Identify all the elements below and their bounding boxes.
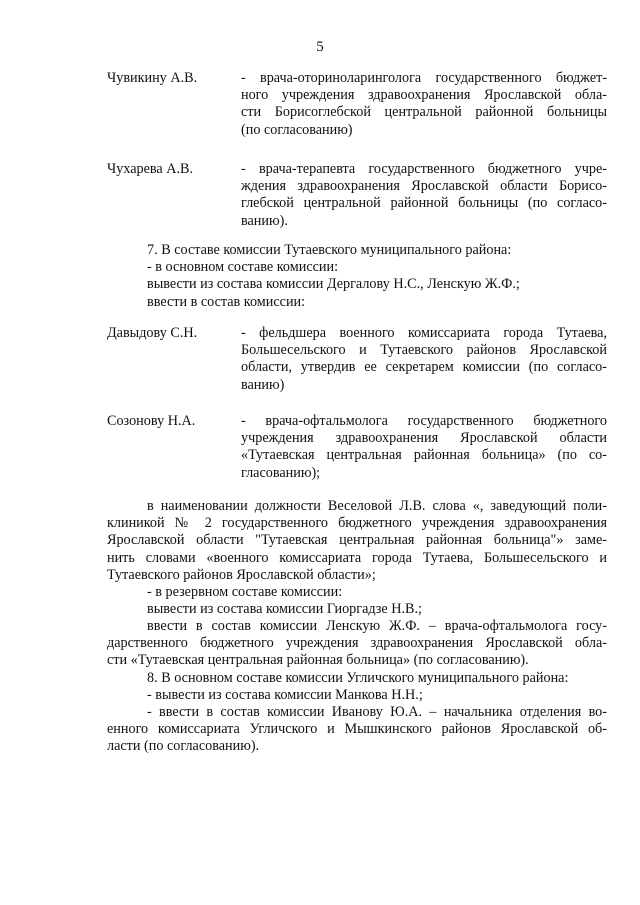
text-line: дарственного бюджетного учреждения здравоохранения Ярославской обла- — [107, 635, 607, 652]
text-line: 7. В составе комиссии Тутаевского муниципального района: — [147, 242, 512, 258]
section-8 — [107, 670, 607, 704]
description-line: гласованию); — [241, 464, 321, 481]
description-line: области, утвердив ее секретарем комиссии (по согласо- — [241, 359, 607, 376]
text-line: - в основном составе комиссии: — [147, 259, 339, 276]
member-description — [241, 325, 607, 394]
description-line: ного учреждения здравоохранения Ярославской обла- — [241, 87, 607, 104]
description-line: - врача-терапевта государственного бюджетного учре- — [241, 161, 607, 177]
text-line: вывести из состава комиссии Гиоргадзе Н.В.; — [147, 601, 422, 618]
description-line: учреждения здравоохранения Ярославской области — [241, 430, 607, 447]
text-line: енного комиссариата Угличского и Мышкинского районов Ярославской об- — [107, 721, 607, 738]
member-name: Чувикину А.В. — [107, 70, 198, 86]
text-line: клиникой № 2 государственного бюджетного учреждения здравоохранения — [107, 515, 607, 532]
text-line: вывести из состава комиссии Дергалову Н.С., Ленскую Ж.Ф.; — [147, 276, 520, 293]
member-description — [241, 70, 607, 139]
page-number: 5 — [316, 39, 324, 55]
text-line: ввести в состав комиссии: — [147, 293, 306, 310]
section-7-intro — [107, 242, 607, 311]
text-line: в наименовании должности Веселовой Л.В. слова «, заведующий поли- — [147, 498, 607, 514]
description-line: - врача-оториноларинголога государственного бюджет- — [241, 70, 607, 86]
description-line: ванию) — [241, 376, 285, 393]
member-description — [241, 161, 607, 230]
description-line: - врача-офтальмолога государственного бюджетного — [241, 413, 607, 429]
text-line: Тутаевского районов Ярославской области»; — [107, 566, 376, 583]
text-line: ласти (по согласованию). — [107, 738, 260, 755]
description-line: Большесельского и Тутаевского районов Ярославской — [241, 342, 607, 359]
text-line: - ввести в состав комиссии Иванову Ю.А. – начальника отделения во- — [147, 704, 607, 720]
text-line: 8. В основном составе комиссии Угличского муниципального района: — [147, 670, 569, 686]
description-line: ждения здравоохранения Ярославской области Борисо- — [241, 178, 607, 195]
text-line: - в резервном составе комиссии: — [147, 584, 343, 600]
text-line: нить словами «военного комиссариата города Тутаева, Большесельского и — [107, 549, 607, 566]
member-name: Давыдову С.Н. — [107, 325, 198, 341]
description-line: «Тутаевская центральная районная больница» (по со- — [241, 447, 607, 464]
text-line: - вывести из состава комиссии Манкова Н.Н.; — [147, 687, 423, 704]
paragraph-rename — [107, 498, 607, 584]
description-line: ванию). — [241, 212, 288, 229]
member-name: Созонову Н.А. — [107, 413, 196, 429]
description-line: глебской центральной районной больницы (по согласо- — [241, 195, 607, 212]
paragraph-ivanova — [107, 704, 607, 756]
description-line: - фельдшера военного комиссариата города Тутаева, — [241, 325, 607, 341]
description-line: сти Борисоглебской центральной районной больницы — [241, 104, 607, 121]
reserve-section — [107, 584, 607, 618]
text-line: сти «Тутаевская центральная районная больница» (по согласованию). — [107, 652, 529, 669]
text-line: ввести в состав комиссии Ленскую Ж.Ф. – врача-офтальмолога госу- — [147, 618, 607, 634]
paragraph-lenskaya — [107, 618, 607, 670]
description-line: (по согласованию) — [241, 121, 353, 138]
member-name: Чухарева А.В. — [107, 161, 194, 177]
member-description — [241, 413, 607, 482]
text-line: Ярославской области "Тутаевская центральная районная больница"» заме- — [107, 532, 607, 549]
